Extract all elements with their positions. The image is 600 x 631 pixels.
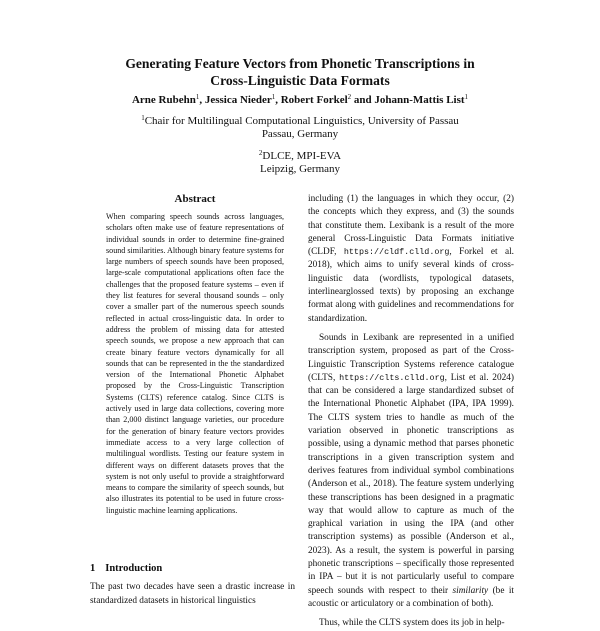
introduction-body [90, 580, 295, 608]
paragraph-lexibank [308, 193, 514, 326]
paragraph-clts [308, 332, 514, 611]
author-affiliation-mark: 1 [271, 93, 276, 101]
author-name: Arne Rubehn [131, 94, 196, 106]
abstract-body [106, 211, 284, 516]
paragraph-text: (be it acoustic or articulatory or a combination of both). [308, 585, 514, 609]
clts-url-link[interactable]: https://clts.clld.org [339, 372, 445, 383]
affiliation-2 [0, 150, 600, 176]
section-number: 1 [90, 563, 96, 574]
emphasis-similarity: similarity [452, 585, 489, 596]
paragraph-text: Thus, while the CLTS system does its job in help- [319, 618, 505, 629]
introduction-text: The past two decades have seen a drastic increase in standardized datasets in historical linguistics [90, 582, 295, 607]
paragraph-text: , Forkel et al. 2018), which aims to unify several kinds of cross-linguistic data (wordlists, typological datasets, interlinearglossed texts) by proposing an exchange format along with guidelines and recommendations for standardization. [308, 247, 514, 324]
author-name: Johann-Mattis List [374, 94, 465, 106]
cldf-url-link[interactable]: https://cldf.clld.org [343, 247, 450, 258]
author-affiliation-mark: 2 [347, 93, 352, 101]
author-name: Robert Forkel [280, 94, 348, 106]
affiliation-location: Leipzig, Germany [259, 163, 341, 176]
author-list [0, 94, 600, 107]
right-column [308, 193, 514, 631]
author-affiliation-mark: 1 [464, 93, 469, 101]
paragraph-text: , List et al. 2024) that can be considered a large standardized subset of the International Phonetic Alphabet (IPA, IPA 1999). The CLTS system tries to handle as much of the variation observed in phonetic transcriptions as possible, using a dynamic method that parses phonetic transcriptions in a given transcription system and derives features from individual symbol combinations (Anderson et al., 2018). The feature system underlying these transcriptions has been designed in a pragmatic way that would allow to capture as much of the graphical variation in using the IPA (and other transcription systems) as possible (Anderson et al., 2023). As a result, the system is powerful in parsing phonetic transcriptions – specifically those represented in IPA – but it is not particularly useful to compare speech sounds with respect to their [308, 372, 514, 596]
affiliation-location: Passau, Germany [261, 128, 339, 141]
abstract-heading: Abstract [174, 193, 216, 205]
affiliation-name: Chair for Multilingual Computational Linguistics, University of Passau [144, 115, 459, 127]
abstract-text: When comparing speech sounds across languages, scholars often make use of feature representations of individual sounds in order to determine fine-grained sound similarities. Although binary feature systems for large numbers of speech sounds have been proposed, large-scale computational applications often face the challenges that the proposed feature systems – even if they list features for several thousand sounds – only cover a smaller part of the numerous speech sounds reflected in actual cross-linguistic data. In order to address the problem of missing data for attested speech sounds, we propose a new approach that can create binary feature vectors dynamically for all sounds that can be represented in the the standardized version of the International Phonetic Alphabet proposed by the Cross-Linguistic Transcription Systems (CLTS) reference catalog. Since CLTS is actively used in large data collections, covering more than 2,000 distinct language varieties, our procedure for the generation of binary feature vectors provides immediate access to a very large collection of multilingual wordlists. Testing our feature system in different ways on different datasets proves that the system is not only useful to provide a straightforward means to compare the similarity of speech sounds, but also illustrates its potential to be used in future cross-linguistic machine learning applications. [106, 212, 284, 515]
title-line-2: Cross-Linguistic Data Formats [210, 73, 390, 88]
section-title: Introduction [105, 563, 163, 574]
author-separator: , [199, 94, 203, 106]
paragraph-text: including (1) the languages in which they occur, (2) the concepts which they express, and (3) the sounds that constitute them. Lexibank is a result of the more general Cross-Linguistic Data Formats initiative (CLDF, [308, 194, 514, 258]
section-heading-introduction [90, 563, 162, 574]
affiliation-name: DLCE, MPI-EVA [262, 150, 342, 162]
author-and: and [353, 94, 372, 106]
author-separator: , [275, 94, 278, 106]
paragraph-thus [308, 617, 514, 630]
paper-title [0, 55, 600, 89]
author-name: Jessica Nieder [204, 94, 272, 106]
affiliation-mark: 1 [141, 114, 145, 122]
paragraph-text: Sounds in Lexibank are represented in a unified transcription system, proposed as part of the Cross-Linguistic Transcription Systems reference catalogue (CLTS, [308, 332, 514, 383]
affiliation-mark: 2 [258, 149, 263, 157]
author-affiliation-mark: 1 [195, 93, 200, 101]
title-line-1: Generating Feature Vectors from Phonetic Transcriptions in [125, 56, 475, 71]
affiliation-1 [0, 115, 600, 141]
